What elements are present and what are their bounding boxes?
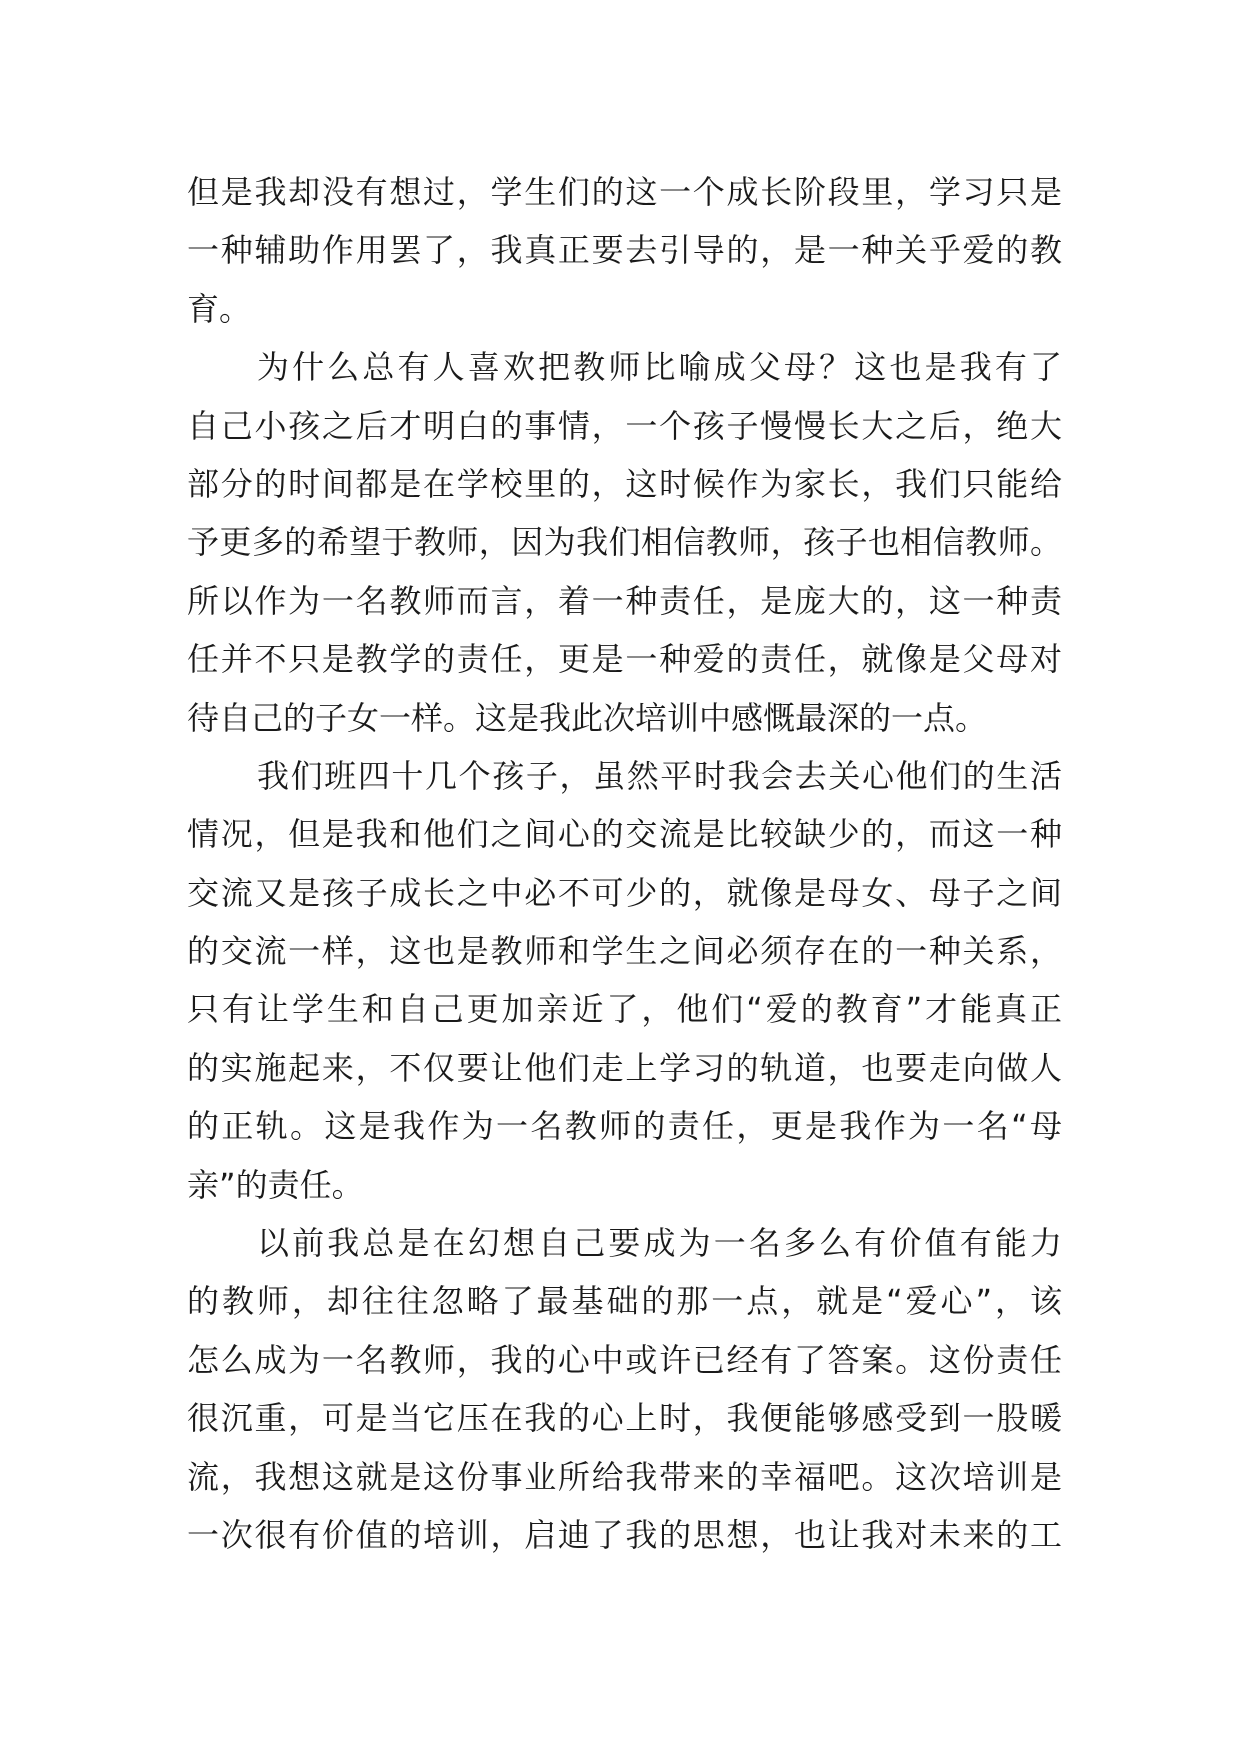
text-line: 但是我却没有想过，学生们的这一个成长阶段里，学习只是	[187, 173, 1062, 211]
text-line: 的实施起来，不仅要让他们走上学习的轨道，也要走向做人	[187, 1048, 1062, 1087]
text-line: 只有让学生和自己更加亲近了，他们“爱的教育”才能真正	[187, 990, 1062, 1029]
text-line: 任并不只是教学的责任，更是一种爱的责任，就像是父母对	[187, 640, 1062, 679]
paragraph-1	[187, 163, 1062, 338]
text-line: 流，我想这就是这份事业所给我带来的幸福吧。这次培训是	[187, 1457, 1062, 1496]
text-line: 一次很有价值的培训，启迪了我的思想，也让我对未来的工	[187, 1515, 1062, 1554]
text-line: 自己小孩之后才明白的事情，一个孩子慢慢长大之后，绝大	[187, 406, 1062, 445]
text-line: 育。	[187, 289, 252, 328]
text-line: 亲”的责任。	[187, 1165, 364, 1204]
paragraph-3	[187, 747, 1062, 1214]
body-text	[187, 163, 1062, 1564]
text-line: 的正轨。这是我作为一名教师的责任，更是我作为一名“母	[187, 1107, 1062, 1146]
text-line: 一种辅助作用罢了，我真正要去引导的，是一种关乎爱的教	[187, 231, 1062, 270]
text-line: 予更多的希望于教师，因为我们相信教师，孩子也相信教师。	[187, 523, 1062, 562]
text-line: 交流又是孩子成长之中必不可少的，就像是母女、母子之间	[187, 873, 1062, 912]
text-line: 的教师，却往往忽略了最基础的那一点，就是“爱心”，该	[187, 1282, 1062, 1321]
text-line: 很沉重，可是当它压在我的心上时，我便能够感受到一股暖	[187, 1399, 1062, 1438]
text-line: 怎么成为一名教师，我的心中或许已经有了答案。这份责任	[187, 1340, 1062, 1379]
paragraph-2	[187, 338, 1062, 747]
text-line: 部分的时间都是在学校里的，这时候作为家长，我们只能给	[187, 464, 1062, 503]
text-line: 情况，但是我和他们之间心的交流是比较缺少的，而这一种	[187, 815, 1062, 854]
text-line: 以前我总是在幻想自己要成为一名多么有价值有能力	[257, 1224, 1062, 1263]
text-line: 待自己的子女一样。这是我此次培训中感慨最深的一点。	[187, 698, 988, 737]
text-line: 所以作为一名教师而言，着一种责任，是庞大的，这一种责	[187, 581, 1062, 620]
text-line: 的交流一样，这也是教师和学生之间必须存在的一种关系，	[187, 932, 1062, 971]
paragraph-4	[187, 1214, 1062, 1564]
text-line: 我们班四十几个孩子，虽然平时我会去关心他们的生活	[257, 756, 1062, 795]
text-line: 为什么总有人喜欢把教师比喻成父母？这也是我有了	[257, 348, 1062, 387]
